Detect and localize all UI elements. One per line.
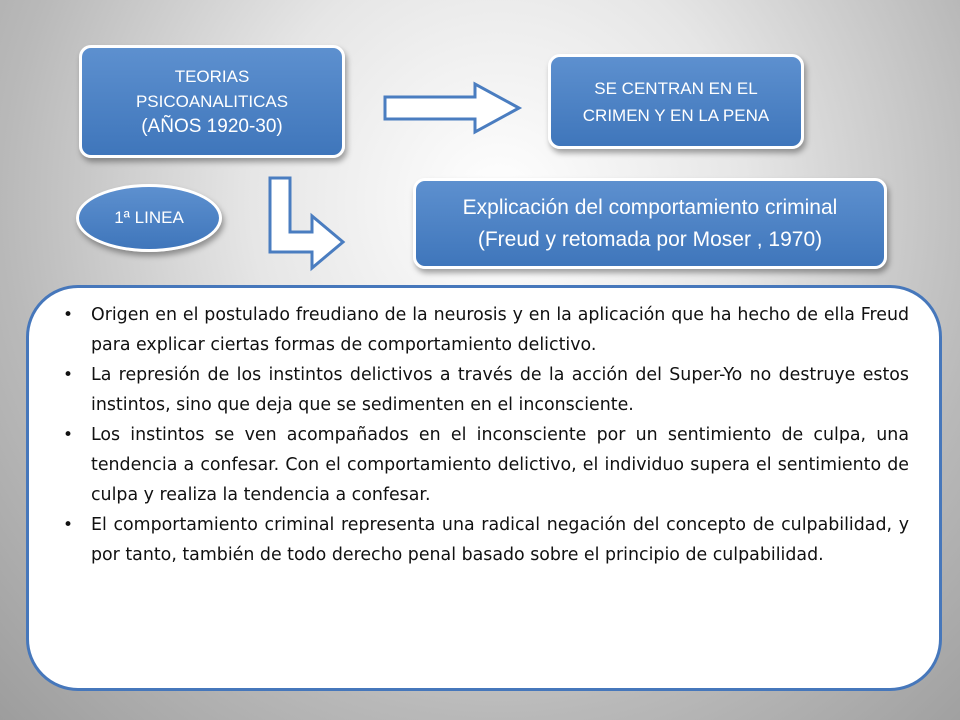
box-teorias-line2: PSICOANALITICAS bbox=[135, 92, 289, 111]
box-teorias-line1: TEORIAS bbox=[174, 67, 250, 86]
box-teorias-line3: (AÑOS 1920-30) bbox=[141, 116, 283, 137]
bent-arrow-icon bbox=[268, 176, 348, 272]
box-centran-crimen-pena bbox=[548, 54, 804, 149]
oval-label: 1ª LINEA bbox=[114, 208, 184, 227]
bullet-item bbox=[63, 300, 909, 360]
bullet-icon: • bbox=[63, 365, 74, 385]
right-arrow-icon bbox=[383, 82, 523, 134]
bullet-item bbox=[63, 360, 909, 420]
bullet-list bbox=[63, 300, 909, 570]
bullet-text: La represión de los instintos delictivos a través de la acción del Super-Yo no destruye estos instintos, sino que deja que se sedimenten en el inconsciente. bbox=[91, 365, 909, 415]
bullet-icon: • bbox=[63, 425, 74, 445]
content-panel bbox=[26, 285, 942, 691]
bullet-text: Origen en el postulado freudiano de la neurosis y en la aplicación que ha hecho de ella Freud para explicar ciertas formas de comportamiento delictivo. bbox=[91, 305, 909, 355]
bullet-item bbox=[63, 510, 909, 570]
bullet-icon: • bbox=[63, 515, 74, 535]
box-centran-line2: CRIMEN Y EN LA PENA bbox=[582, 105, 770, 125]
box-explicacion-comportamiento bbox=[413, 178, 887, 269]
bullet-text: Los instintos se ven acompañados en el inconsciente por un sentimiento de culpa, una tendencia a confesar. Con el comportamiento delictivo, el individuo supera el sentimiento de culpa y realiza la tendencia a confesar. bbox=[91, 425, 909, 505]
bullet-item bbox=[63, 420, 909, 510]
box-explicacion-line2: (Freud y retomada por Moser , 1970) bbox=[477, 227, 823, 251]
box-explicacion-line1: Explicación del comportamiento criminal bbox=[462, 195, 838, 219]
bullet-icon: • bbox=[63, 305, 74, 325]
box-centran-line1: SE CENTRAN EN EL bbox=[594, 78, 758, 98]
bullet-text: El comportamiento criminal representa una radical negación del concepto de culpabilidad, y por tanto, también de todo derecho penal basado sobre el principio de culpabilidad. bbox=[91, 515, 909, 565]
box-teorias-psicoanaliticas bbox=[79, 45, 345, 158]
oval-primera-linea bbox=[76, 184, 222, 252]
